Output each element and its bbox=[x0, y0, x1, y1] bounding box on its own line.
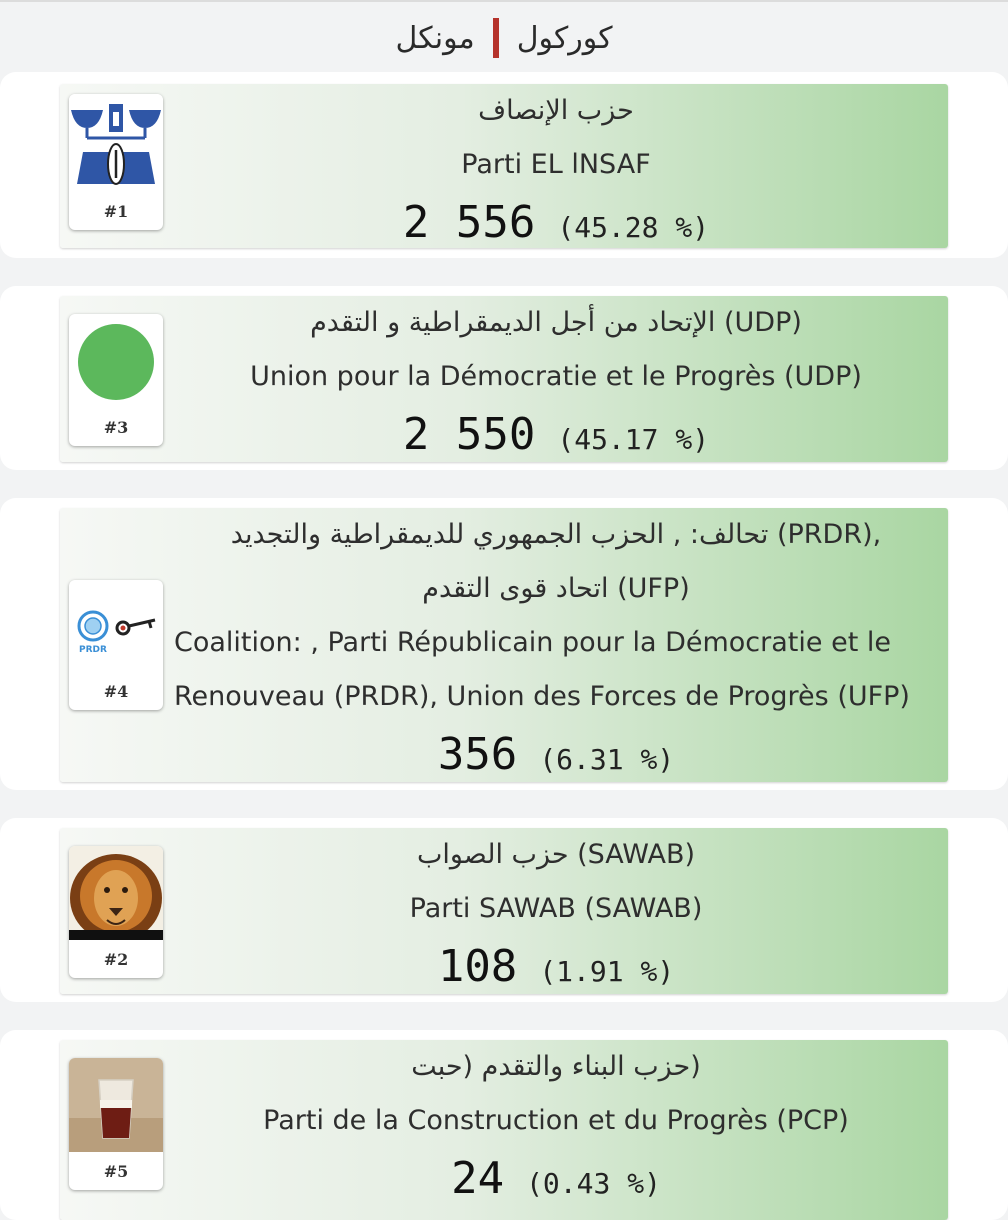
vote-count: 2 550 bbox=[402, 409, 536, 460]
party-rank: #1 bbox=[103, 202, 129, 221]
header-separator bbox=[493, 18, 499, 58]
svg-text:PRDR: PRDR bbox=[79, 645, 107, 655]
vote-count: 24 bbox=[451, 1153, 505, 1204]
party-rank: #2 bbox=[103, 950, 129, 969]
party-name-french: Parti EL lNSAF bbox=[461, 149, 651, 180]
party-logo-box bbox=[69, 580, 163, 710]
party-panel bbox=[60, 828, 948, 994]
vote-percentage: (45.28 %) bbox=[557, 211, 710, 244]
party-rank: #3 bbox=[103, 418, 129, 437]
party-result bbox=[170, 404, 942, 475]
party-name-french: Union pour la Démocratie et le Progrès (UDP) bbox=[250, 361, 862, 392]
party-info bbox=[170, 296, 942, 475]
party-name-arabic: (UDP) الإتحاد من أجل الديمقراطية و التقدم bbox=[310, 307, 802, 338]
party-info bbox=[170, 508, 942, 795]
prdr-key-icon bbox=[69, 580, 163, 674]
party-logo-box bbox=[69, 846, 163, 978]
party-name-arabic-line2: (UFP) اتحاد قوى التقدم bbox=[422, 573, 690, 604]
party-name-arabic: (SAWAB) حزب الصواب bbox=[416, 839, 696, 870]
party-logo-box bbox=[69, 314, 163, 446]
vote-percentage: (1.91 %) bbox=[539, 955, 675, 988]
party-logo-box bbox=[69, 94, 163, 230]
green-circle-icon bbox=[69, 314, 163, 408]
tea-glass-icon bbox=[69, 1058, 163, 1152]
vote-count: 108 bbox=[437, 941, 518, 992]
party-name-french: Coalition: , Parti Républicain pour la Démocratie et le Renouveau (PRDR), Union des Forces de Progrès (UFP) bbox=[174, 627, 910, 712]
party-card-udp[interactable] bbox=[0, 286, 1008, 470]
party-name-arabic: حزب الإنصاف bbox=[478, 95, 634, 126]
vote-count: 2 556 bbox=[402, 197, 536, 248]
party-card-coalition[interactable] bbox=[0, 498, 1008, 790]
region-left-label[interactable]: مونكل bbox=[395, 20, 475, 56]
party-result bbox=[170, 724, 942, 795]
party-result bbox=[170, 192, 942, 263]
party-rank: #5 bbox=[103, 1162, 129, 1181]
party-card-insaf[interactable] bbox=[0, 72, 1008, 258]
party-rank: #4 bbox=[103, 682, 129, 701]
vote-percentage: (6.31 %) bbox=[539, 743, 675, 776]
vote-percentage: (45.17 %) bbox=[557, 423, 710, 456]
party-panel bbox=[60, 296, 948, 462]
party-result bbox=[170, 1148, 942, 1219]
commune-header bbox=[0, 10, 1008, 66]
party-name-arabic-line1: ,(PRDR) تحالف: , الحزب الجمهوري للديمقراطية والتجديد bbox=[230, 519, 882, 550]
party-info bbox=[170, 828, 942, 1007]
party-info bbox=[170, 84, 942, 263]
lion-icon bbox=[69, 846, 163, 940]
party-name-arabic: (حزب البناء والتقدم (حبت bbox=[411, 1051, 701, 1082]
party-panel bbox=[60, 1040, 948, 1220]
vote-percentage: (0.43 %) bbox=[526, 1167, 661, 1200]
party-name-french: Parti de la Construction et du Progrès (PCP) bbox=[263, 1105, 849, 1136]
party-card-pcp[interactable] bbox=[0, 1030, 1008, 1220]
party-info bbox=[170, 1040, 942, 1219]
scales-icon bbox=[69, 94, 163, 188]
region-right-label[interactable]: كوركول bbox=[516, 20, 613, 56]
vote-count: 356 bbox=[437, 729, 518, 780]
party-card-sawab[interactable] bbox=[0, 818, 1008, 1002]
party-result bbox=[170, 936, 942, 1007]
party-panel bbox=[60, 508, 948, 782]
party-panel bbox=[60, 84, 948, 248]
top-divider bbox=[0, 0, 1008, 2]
party-name-french: Parti SAWAB (SAWAB) bbox=[409, 893, 703, 924]
party-logo-box bbox=[69, 1058, 163, 1190]
